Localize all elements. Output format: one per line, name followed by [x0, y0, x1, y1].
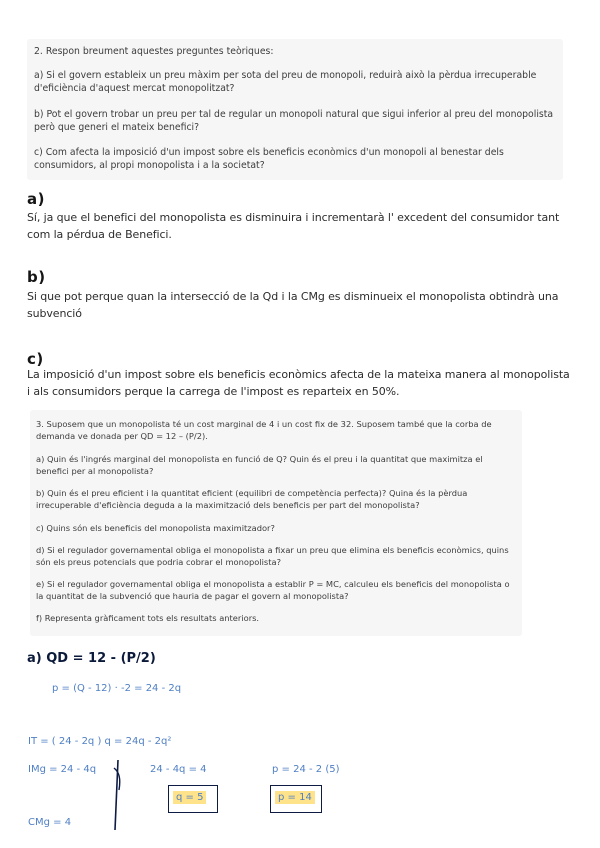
q3-part-e: e) Si el regulador governamental obliga el monopolista a establir P = MC, calculeu els beneficis del monopolista o la quantitat de la subvenció que hauria de pagar el govern al monopolista? — [36, 579, 510, 601]
answer-a-text: Sí, ja que el benefici del monopolista es disminuira i incrementarà l' excedent del consumidor tant com la pérdua de Benefici. — [27, 211, 560, 241]
q3-part-c: c) Quins són els beneficis del monopolista maximitzador? — [36, 523, 275, 533]
q3-part-a: a) Quin és l'ingrés marginal del monopolista en funció de Q? Quin és el preu i la quantitat que maximitza el benefici per al monopolista? — [36, 454, 483, 476]
q3-part-d: d) Si el regulador governamental obliga el monopolista a fixar un preu que elimina els beneficis econòmics, quins són els preus potencials que podria cobrar el monopolista? — [36, 545, 509, 567]
work-equation: 24 - 4q = 4 — [150, 764, 207, 775]
work-marginal-revenue: IMg = 24 - 4q — [28, 764, 97, 775]
work-marginal-cost: CMg = 4 — [28, 817, 72, 828]
answer-c-label: c) — [27, 350, 44, 368]
p-result: p = 14 — [275, 791, 315, 804]
q3-part-f: f) Representa gràficament tots els resultats anteriors. — [36, 613, 260, 623]
q2-title: 2. Respon breument aquestes preguntes teòriques: — [34, 46, 274, 57]
work-total-revenue: IT = ( 24 - 2q ) q = 24q - 2q² — [28, 736, 172, 747]
answer-c-text: La imposició d'un impost sobre els beneficis econòmics afecta de la mateixa manera al monopolista i als consumidors perque la carrega de l'impost es reparteix en 50%. — [27, 368, 570, 398]
q3-part-b: b) Quin és el preu eficient i la quantitat eficient (equilibri de competència perfecta)? Quina és la pèrdua irrecuperable d'eficiència deguda a la maximització dels beneficis per part del monopolista? — [36, 488, 468, 510]
q2-part-b: b) Pot el govern trobar un preu per tal de regular un monopoli natural que sigui inferior al preu del monopolista però que generi el mateix benefici? — [34, 109, 554, 133]
work-price-calc: p = 24 - 2 (5) — [272, 764, 340, 775]
answer-b-label: b) — [27, 268, 46, 286]
work-price-equation: p = (Q - 12) · -2 = 24 - 2q — [52, 683, 182, 694]
q-result: q = 5 — [173, 791, 206, 804]
answer-a-label: a) — [27, 190, 45, 208]
q2-part-a: a) Si el govern estableix un preu màxim per sota del preu de monopoli, reduirà això la pèrdua irrecuperable d'eficiència d'aquest mercat monopolitzat? — [34, 70, 537, 94]
q3-intro: 3. Suposem que un monopolista té un cost marginal de 4 i un cost fix de 32. Suposem també que la corba de demanda ve donada per QD = 12 – (P/2). — [36, 419, 492, 441]
work-heading: a) QD = 12 - (P/2) — [27, 651, 156, 666]
q2-part-c: c) Com afecta la imposició d'un impost sobre els beneficis econòmics d'un monopoli al benestar dels consumidors, al propi monopolista i a la societat? — [34, 147, 504, 171]
answer-b-text: Si que pot perque quan la intersecció de la Qd i la CMg es disminueix el monopolista obtindrà una subvenció — [27, 290, 559, 320]
